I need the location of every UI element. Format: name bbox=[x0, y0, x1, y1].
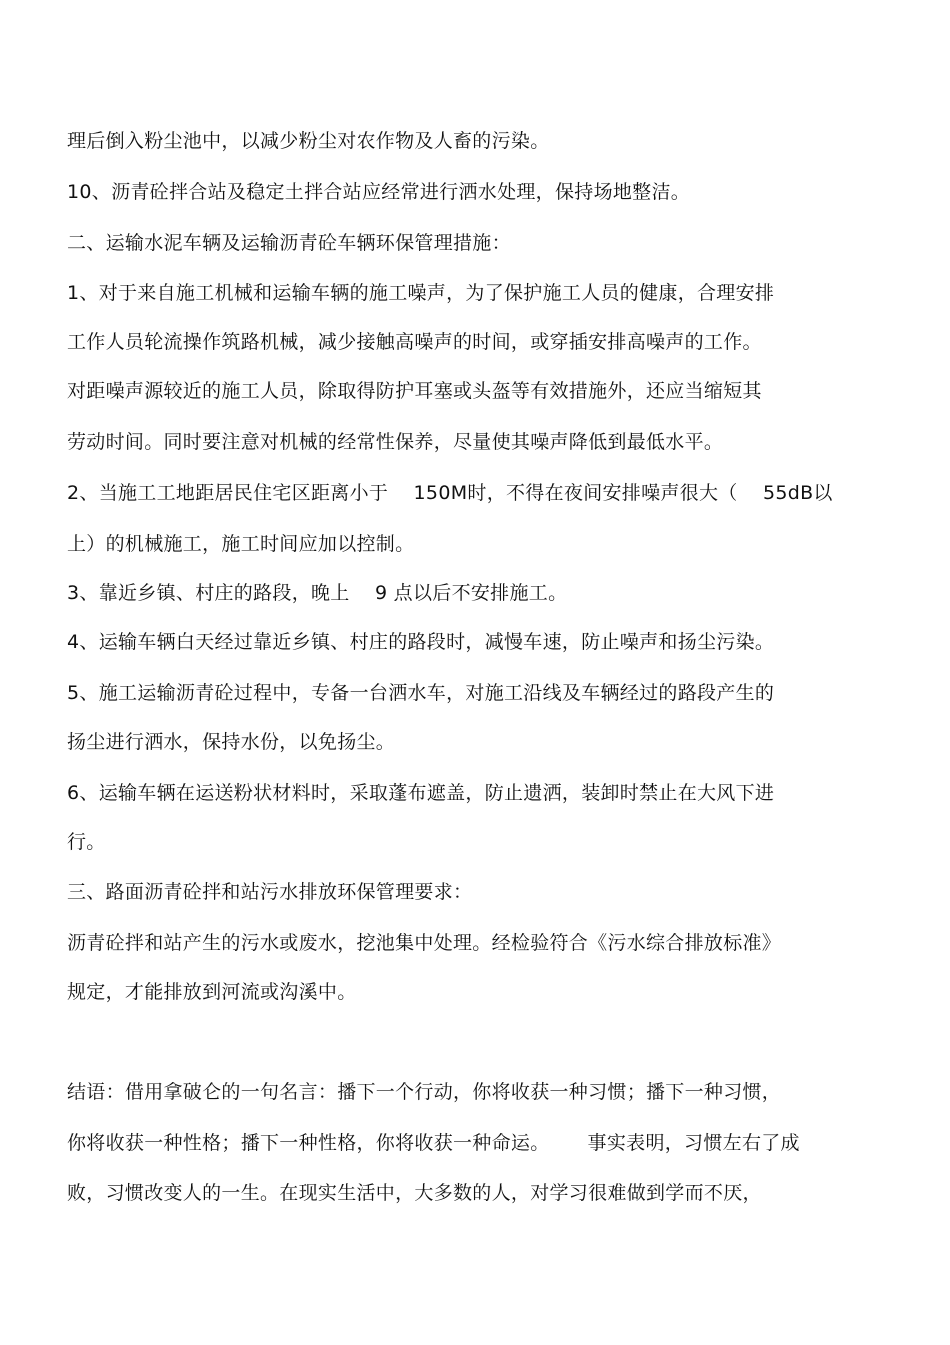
text-line: 上）的机械施工，施工时间应加以控制。 bbox=[67, 533, 415, 555]
text-line: 败，习惯改变人的一生。在现实生活中，大多数的人，对学习很难做到学而不厌， bbox=[67, 1182, 762, 1204]
text-line: 工作人员轮流操作筑路机械，减少接触高噪声的时间，或穿插安排高噪声的工作。 bbox=[67, 331, 762, 353]
text-line: 1、对于来自施工机械和运输车辆的施工噪声，为了保护施工人员的健康，合理安排 bbox=[67, 282, 775, 304]
text-line: 规定，才能排放到河流或沟溪中。 bbox=[67, 981, 357, 1003]
text-line: 结语：借用拿破仑的一句名言：播下一个行动，你将收获一种习惯；播下一种习惯， bbox=[67, 1081, 782, 1103]
text-line: 10、沥青砼拌合站及稳定土拌合站应经常进行洒水处理，保持场地整洁。 bbox=[67, 181, 691, 203]
text-line: 扬尘进行洒水，保持水份，以免扬尘。 bbox=[67, 731, 396, 753]
text-line: 沥青砼拌和站产生的污水或废水，挖池集中处理。经检验符合《污水综合排放标准》 bbox=[67, 932, 782, 954]
text-line: 你将收获一种性格；播下一种性格，你将收获一种命运。 事实表明，习惯左右了成 bbox=[67, 1132, 800, 1154]
text-line: 理后倒入粉尘池中，以减少粉尘对农作物及人畜的污染。 bbox=[67, 130, 550, 152]
text-line: 行。 bbox=[67, 831, 106, 853]
text-line: 6、运输车辆在运送粉状材料时，采取蓬布遮盖，防止遗洒，装卸时禁止在大风下进 bbox=[67, 782, 775, 804]
text-line: 3、靠近乡镇、村庄的路段，晚上 9 点以后不安排施工。 bbox=[67, 582, 568, 604]
text-line: 4、运输车辆白天经过靠近乡镇、村庄的路段时，减慢车速，防止噪声和扬尘污染。 bbox=[67, 631, 775, 653]
text-line: 对距噪声源较近的施工人员，除取得防护耳塞或头盔等有效措施外，还应当缩短其 bbox=[67, 380, 762, 402]
text-line: 5、施工运输沥青砼过程中，专备一台洒水车，对施工沿线及车辆经过的路段产生的 bbox=[67, 682, 775, 704]
section-heading: 二、运输水泥车辆及运输沥青砼车辆环保管理措施： bbox=[67, 232, 511, 254]
text-line: 2、当施工工地距居民住宅区距离小于 150M时，不得在夜间安排噪声很大（ 55dB以 bbox=[67, 482, 833, 504]
text-line: 劳动时间。同时要注意对机械的经常性保养，尽量使其噪声降低到最低水平。 bbox=[67, 431, 724, 453]
section-heading: 三、路面沥青砼拌和站污水排放环保管理要求： bbox=[67, 881, 473, 903]
